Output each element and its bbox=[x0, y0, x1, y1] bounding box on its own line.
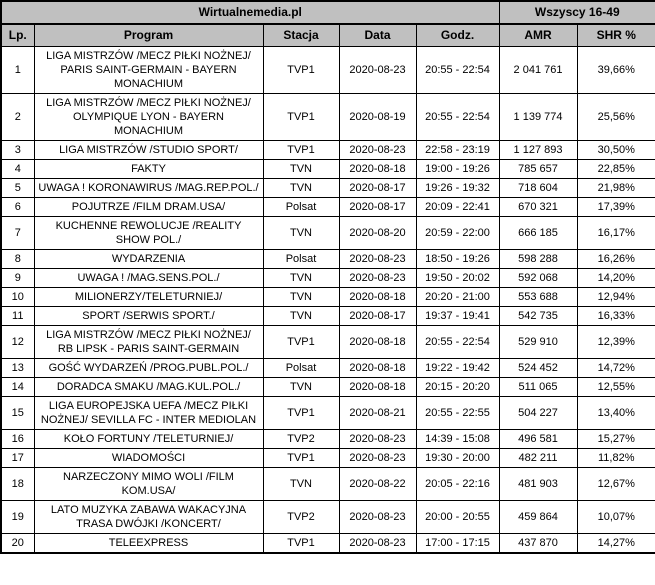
time-cell: 20:09 - 22:41 bbox=[416, 198, 499, 217]
amr-cell: 553 688 bbox=[499, 288, 577, 307]
table-row bbox=[1, 179, 655, 198]
shr-cell: 11,82% bbox=[577, 449, 655, 468]
date-cell: 2020-08-17 bbox=[339, 179, 416, 198]
table-row bbox=[1, 468, 655, 501]
station-cell: TVN bbox=[263, 468, 339, 501]
col-header-godz: Godz. bbox=[416, 24, 499, 47]
program-cell: UWAGA ! KORONAWIRUS /MAG.REP.POL./ bbox=[34, 179, 263, 198]
program-cell: KOŁO FORTUNY /TELETURNIEJ/ bbox=[34, 430, 263, 449]
station-cell: TVP2 bbox=[263, 501, 339, 534]
time-cell: 22:58 - 23:19 bbox=[416, 141, 499, 160]
rank-cell: 6 bbox=[1, 198, 34, 217]
station-cell: Polsat bbox=[263, 198, 339, 217]
date-cell: 2020-08-20 bbox=[339, 217, 416, 250]
program-cell: POJUTRZE /FILM DRAM.USA/ bbox=[34, 198, 263, 217]
table-row bbox=[1, 141, 655, 160]
program-cell: WIADOMOŚCI bbox=[34, 449, 263, 468]
amr-cell: 524 452 bbox=[499, 359, 577, 378]
table-row bbox=[1, 449, 655, 468]
date-cell: 2020-08-17 bbox=[339, 198, 416, 217]
date-cell: 2020-08-18 bbox=[339, 160, 416, 179]
time-cell: 20:55 - 22:55 bbox=[416, 397, 499, 430]
amr-cell: 542 735 bbox=[499, 307, 577, 326]
amr-cell: 496 581 bbox=[499, 430, 577, 449]
station-cell: TVN bbox=[263, 288, 339, 307]
time-cell: 20:55 - 22:54 bbox=[416, 94, 499, 141]
rank-cell: 7 bbox=[1, 217, 34, 250]
program-cell: UWAGA ! /MAG.SENS.POL./ bbox=[34, 269, 263, 288]
program-cell: NARZECZONY MIMO WOLI /FILM KOM.USA/ bbox=[34, 468, 263, 501]
date-cell: 2020-08-18 bbox=[339, 359, 416, 378]
table-row bbox=[1, 94, 655, 141]
table-row bbox=[1, 378, 655, 397]
amr-cell: 437 870 bbox=[499, 534, 577, 554]
time-cell: 20:55 - 22:54 bbox=[416, 326, 499, 359]
table-row bbox=[1, 501, 655, 534]
time-cell: 19:26 - 19:32 bbox=[416, 179, 499, 198]
program-cell: LIGA MISTRZÓW /MECZ PIŁKI NOŻNEJ/ OLYMPIQUE LYON - BAYERN MONACHIUM bbox=[34, 94, 263, 141]
time-cell: 19:22 - 19:42 bbox=[416, 359, 499, 378]
date-cell: 2020-08-23 bbox=[339, 269, 416, 288]
table-row bbox=[1, 288, 655, 307]
rank-cell: 5 bbox=[1, 179, 34, 198]
rank-cell: 18 bbox=[1, 468, 34, 501]
rank-cell: 16 bbox=[1, 430, 34, 449]
station-cell: TVN bbox=[263, 378, 339, 397]
table-row bbox=[1, 198, 655, 217]
time-cell: 14:39 - 15:08 bbox=[416, 430, 499, 449]
date-cell: 2020-08-23 bbox=[339, 141, 416, 160]
station-cell: TVP1 bbox=[263, 326, 339, 359]
shr-cell: 12,39% bbox=[577, 326, 655, 359]
date-cell: 2020-08-19 bbox=[339, 94, 416, 141]
amr-cell: 718 604 bbox=[499, 179, 577, 198]
table-row bbox=[1, 359, 655, 378]
shr-cell: 12,94% bbox=[577, 288, 655, 307]
rank-cell: 12 bbox=[1, 326, 34, 359]
table-row bbox=[1, 534, 655, 554]
program-cell: LIGA MISTRZÓW /MECZ PIŁKI NOŻNEJ/ PARIS SAINT-GERMAIN - BAYERN MONACHIUM bbox=[34, 47, 263, 94]
time-cell: 20:55 - 22:54 bbox=[416, 47, 499, 94]
amr-cell: 1 127 893 bbox=[499, 141, 577, 160]
shr-cell: 39,66% bbox=[577, 47, 655, 94]
station-cell: TVP1 bbox=[263, 47, 339, 94]
rank-cell: 9 bbox=[1, 269, 34, 288]
station-cell: TVP1 bbox=[263, 94, 339, 141]
table-row bbox=[1, 217, 655, 250]
source-title: Wirtualnemedia.pl bbox=[1, 1, 499, 24]
audience-group-title: Wszyscy 16-49 bbox=[499, 1, 655, 24]
rank-cell: 8 bbox=[1, 250, 34, 269]
shr-cell: 21,98% bbox=[577, 179, 655, 198]
amr-cell: 481 903 bbox=[499, 468, 577, 501]
program-cell: KUCHENNE REWOLUCJE /REALITY SHOW POL./ bbox=[34, 217, 263, 250]
program-cell: GOŚĆ WYDARZEŃ /PROG.PUBL.POL./ bbox=[34, 359, 263, 378]
program-cell: SPORT /SERWIS SPORT./ bbox=[34, 307, 263, 326]
table-row bbox=[1, 307, 655, 326]
program-cell: MILIONERZY/TELETURNIEJ/ bbox=[34, 288, 263, 307]
table-row bbox=[1, 160, 655, 179]
shr-cell: 14,27% bbox=[577, 534, 655, 554]
shr-cell: 12,67% bbox=[577, 468, 655, 501]
rank-cell: 11 bbox=[1, 307, 34, 326]
time-cell: 19:30 - 20:00 bbox=[416, 449, 499, 468]
station-cell: TVP1 bbox=[263, 449, 339, 468]
shr-cell: 17,39% bbox=[577, 198, 655, 217]
amr-cell: 482 211 bbox=[499, 449, 577, 468]
table-row bbox=[1, 47, 655, 94]
amr-cell: 2 041 761 bbox=[499, 47, 577, 94]
amr-cell: 670 321 bbox=[499, 198, 577, 217]
station-cell: TVP1 bbox=[263, 534, 339, 554]
amr-cell: 785 657 bbox=[499, 160, 577, 179]
station-cell: TVN bbox=[263, 307, 339, 326]
time-cell: 18:50 - 19:26 bbox=[416, 250, 499, 269]
station-cell: TVP2 bbox=[263, 430, 339, 449]
col-header-program: Program bbox=[34, 24, 263, 47]
program-cell: LIGA MISTRZÓW /MECZ PIŁKI NOŻNEJ/ RB LIPSK - PARIS SAINT-GERMAIN bbox=[34, 326, 263, 359]
amr-cell: 504 227 bbox=[499, 397, 577, 430]
date-cell: 2020-08-17 bbox=[339, 307, 416, 326]
rank-cell: 10 bbox=[1, 288, 34, 307]
shr-cell: 22,85% bbox=[577, 160, 655, 179]
amr-cell: 598 288 bbox=[499, 250, 577, 269]
table-row bbox=[1, 430, 655, 449]
amr-cell: 511 065 bbox=[499, 378, 577, 397]
shr-cell: 16,17% bbox=[577, 217, 655, 250]
source-header-row bbox=[1, 1, 655, 24]
col-header-amr: AMR bbox=[499, 24, 577, 47]
amr-cell: 666 185 bbox=[499, 217, 577, 250]
amr-cell: 592 068 bbox=[499, 269, 577, 288]
col-header-shr: SHR % bbox=[577, 24, 655, 47]
station-cell: Polsat bbox=[263, 250, 339, 269]
amr-cell: 529 910 bbox=[499, 326, 577, 359]
time-cell: 20:15 - 20:20 bbox=[416, 378, 499, 397]
program-cell: FAKTY bbox=[34, 160, 263, 179]
rank-cell: 2 bbox=[1, 94, 34, 141]
shr-cell: 10,07% bbox=[577, 501, 655, 534]
shr-cell: 13,40% bbox=[577, 397, 655, 430]
program-cell: LATO MUZYKA ZABAWA WAKACYJNA TRASA DWÓJKI /KONCERT/ bbox=[34, 501, 263, 534]
date-cell: 2020-08-18 bbox=[339, 326, 416, 359]
station-cell: Polsat bbox=[263, 359, 339, 378]
station-cell: TVN bbox=[263, 269, 339, 288]
date-cell: 2020-08-23 bbox=[339, 449, 416, 468]
date-cell: 2020-08-18 bbox=[339, 378, 416, 397]
time-cell: 20:20 - 21:00 bbox=[416, 288, 499, 307]
program-cell: LIGA EUROPEJSKA UEFA /MECZ PIŁKI NOŻNEJ/ SEVILLA FC - INTER MEDIOLAN bbox=[34, 397, 263, 430]
shr-cell: 16,33% bbox=[577, 307, 655, 326]
col-header-stacja: Stacja bbox=[263, 24, 339, 47]
shr-cell: 16,26% bbox=[577, 250, 655, 269]
table-row bbox=[1, 397, 655, 430]
rank-cell: 20 bbox=[1, 534, 34, 554]
date-cell: 2020-08-23 bbox=[339, 501, 416, 534]
program-cell: TELEEXPRESS bbox=[34, 534, 263, 554]
table-row bbox=[1, 250, 655, 269]
column-header-row bbox=[1, 24, 655, 47]
station-cell: TVN bbox=[263, 160, 339, 179]
shr-cell: 12,55% bbox=[577, 378, 655, 397]
date-cell: 2020-08-18 bbox=[339, 288, 416, 307]
time-cell: 20:59 - 22:00 bbox=[416, 217, 499, 250]
time-cell: 19:37 - 19:41 bbox=[416, 307, 499, 326]
col-header-data: Data bbox=[339, 24, 416, 47]
date-cell: 2020-08-23 bbox=[339, 250, 416, 269]
program-cell: DORADCA SMAKU /MAG.KUL.POL./ bbox=[34, 378, 263, 397]
table-row bbox=[1, 326, 655, 359]
program-cell: WYDARZENIA bbox=[34, 250, 263, 269]
table-row bbox=[1, 269, 655, 288]
rank-cell: 14 bbox=[1, 378, 34, 397]
amr-cell: 459 864 bbox=[499, 501, 577, 534]
time-cell: 19:50 - 20:02 bbox=[416, 269, 499, 288]
date-cell: 2020-08-23 bbox=[339, 430, 416, 449]
shr-cell: 14,72% bbox=[577, 359, 655, 378]
date-cell: 2020-08-21 bbox=[339, 397, 416, 430]
station-cell: TVP1 bbox=[263, 141, 339, 160]
date-cell: 2020-08-23 bbox=[339, 534, 416, 554]
time-cell: 20:05 - 22:16 bbox=[416, 468, 499, 501]
rank-cell: 15 bbox=[1, 397, 34, 430]
rank-cell: 1 bbox=[1, 47, 34, 94]
rank-cell: 3 bbox=[1, 141, 34, 160]
rank-cell: 4 bbox=[1, 160, 34, 179]
program-cell: LIGA MISTRZÓW /STUDIO SPORT/ bbox=[34, 141, 263, 160]
table-header bbox=[1, 1, 655, 47]
station-cell: TVN bbox=[263, 217, 339, 250]
time-cell: 20:00 - 20:55 bbox=[416, 501, 499, 534]
col-header-lp: Lp. bbox=[1, 24, 34, 47]
station-cell: TVP1 bbox=[263, 397, 339, 430]
shr-cell: 15,27% bbox=[577, 430, 655, 449]
shr-cell: 14,20% bbox=[577, 269, 655, 288]
time-cell: 19:00 - 19:26 bbox=[416, 160, 499, 179]
shr-cell: 25,56% bbox=[577, 94, 655, 141]
shr-cell: 30,50% bbox=[577, 141, 655, 160]
amr-cell: 1 139 774 bbox=[499, 94, 577, 141]
time-cell: 17:00 - 17:15 bbox=[416, 534, 499, 554]
rank-cell: 19 bbox=[1, 501, 34, 534]
rank-cell: 13 bbox=[1, 359, 34, 378]
table-body bbox=[1, 47, 655, 554]
date-cell: 2020-08-23 bbox=[339, 47, 416, 94]
station-cell: TVN bbox=[263, 179, 339, 198]
date-cell: 2020-08-22 bbox=[339, 468, 416, 501]
rank-cell: 17 bbox=[1, 449, 34, 468]
